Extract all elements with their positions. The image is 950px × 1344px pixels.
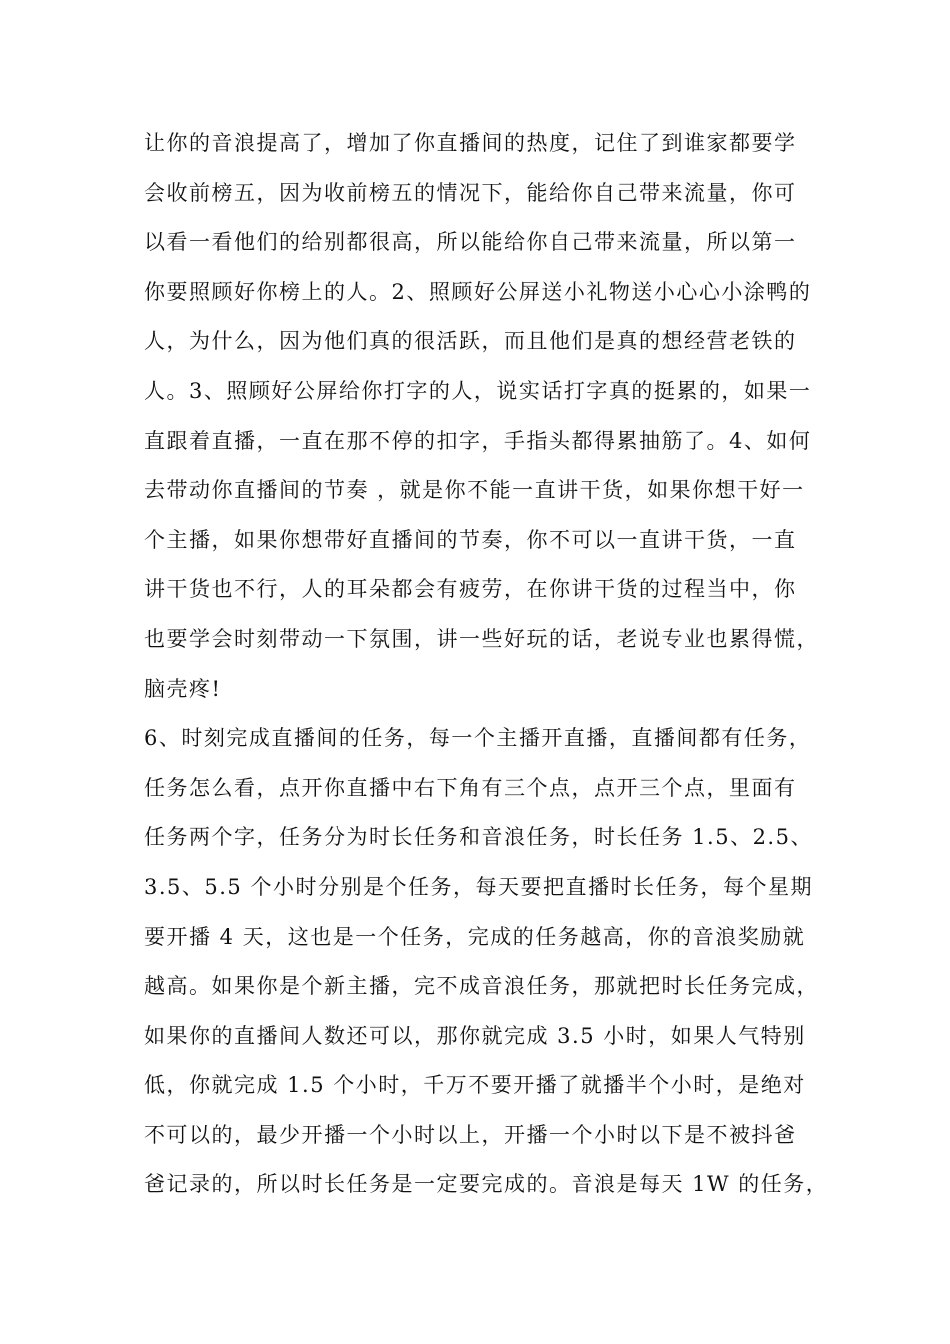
text-line: 会收前榜五，因为收前榜五的情况下，能给你自己带来流量，你可 <box>144 180 797 205</box>
text-line: 以看一看他们的给别都很高，所以能给你自己带来流量，所以第一 <box>144 230 797 255</box>
text-line: 直跟着直播，一直在那不停的扣字，手指头都得累抽筋了。4、如何 <box>144 428 812 453</box>
text-line: 3.5、5.5 个小时分别是个任务，每天要把直播时长任务，每个星期 <box>144 874 813 899</box>
text-line: 要开播 4 天，这也是一个任务，完成的任务越高，你的音浪奖励就 <box>144 924 806 949</box>
text-line: 你要照顾好你榜上的人。2、照顾好公屏送小礼物送小心心小涂鸭的 <box>144 279 812 304</box>
text-line: 如果你的直播间人数还可以，那你就完成 3.5 小时，如果人气特别 <box>144 1023 806 1048</box>
text-line: 讲干货也不行，人的耳朵都会有疲劳，在你讲干货的过程当中，你 <box>144 577 797 602</box>
text-line: 任务怎么看，点开你直播中右下角有三个点，点开三个点，里面有 <box>144 775 797 800</box>
text-line: 个主播，如果你想带好直播间的节奏，你不可以一直讲干货，一直 <box>144 527 797 552</box>
text-line: 低，你就完成 1.5 个小时，千万不要开播了就播半个小时，是绝对 <box>144 1073 806 1098</box>
text-line: 任务两个字，任务分为时长任务和音浪任务，时长任务 1.5、2.5、 <box>144 825 813 850</box>
text-line: 人。3、照顾好公屏给你打字的人，说实话打字真的挺累的，如果一 <box>144 378 812 403</box>
text-line: 去带动你直播间的节奏 ，就是你不能一直讲干货，如果你想干好一 <box>144 478 805 503</box>
text-line: 脑壳疼! <box>144 676 222 701</box>
text-line: 人，为什么，因为他们真的很活跃，而且他们是真的想经营老铁的 <box>144 329 797 354</box>
text-line: 也要学会时刻带动一下氛围，讲一些好玩的话，老说专业也累得慌， <box>144 626 819 651</box>
text-line: 越高。如果你是个新主播，完不成音浪任务，那就把时长任务完成， <box>144 974 819 999</box>
text-line: 爸记录的，所以时长任务是一定要完成的。音浪是每天 1W 的任务， <box>144 1172 829 1197</box>
text-line: 不可以的，最少开播一个小时以上，开播一个小时以下是不被抖爸 <box>144 1122 797 1147</box>
text-line: 6、时刻完成直播间的任务，每一个主播开直播，直播间都有任务， <box>144 726 812 751</box>
body-text <box>144 119 834 1210</box>
text-line: 让你的音浪提高了，增加了你直播间的热度，记住了到谁家都要学 <box>144 131 797 155</box>
